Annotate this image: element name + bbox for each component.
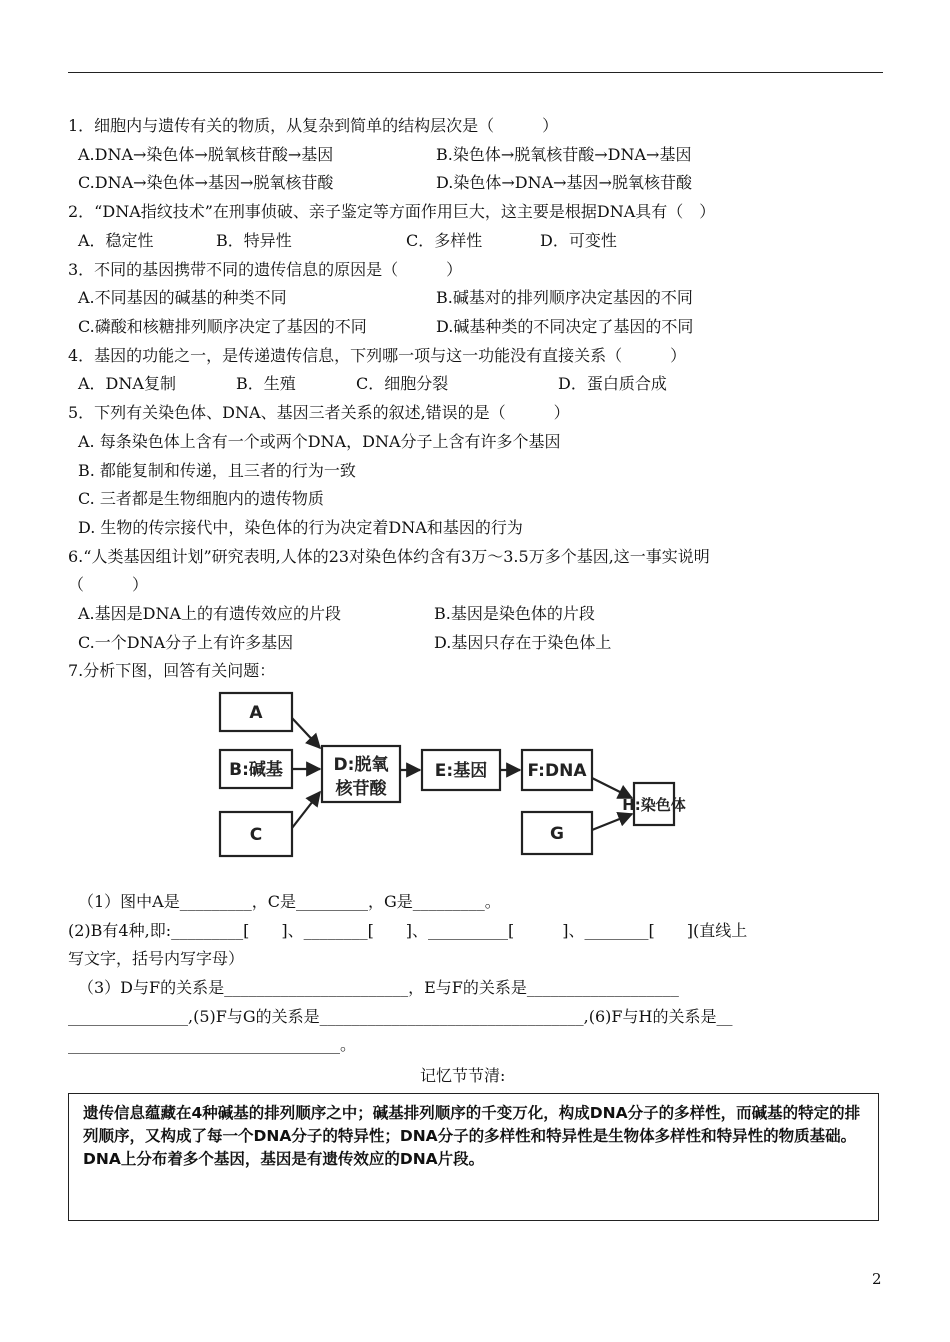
q7-sub3-line3: __________________________________。: [68, 1035, 357, 1054]
q2-option-b: B．特异性: [216, 231, 292, 250]
q2-option-a: A．稳定性: [78, 231, 154, 250]
q5-option-d: D. 生物的传宗接代中，染色体的行为决定着DNA和基因的行为: [78, 518, 523, 537]
q1-option-b: B.染色体→脱氧核苷酸→DNA→基因: [436, 145, 692, 164]
q1-stem: 1．细胞内与遗传有关的物质，从复杂到简单的结构层次是（ ）: [68, 116, 559, 135]
q7-sub3-line2: _______________,(5)F与G的关系是_________________________________,(6)F与H的关系是__: [68, 1007, 733, 1026]
q3-option-b: B.碱基对的排列顺序决定基因的不同: [436, 288, 693, 307]
q2-option-c: C．多样性: [406, 231, 483, 250]
q7-sub2-line1: (2)B有4种,即:_________[ ]、________[ ]、__________[ ]、________[ ](直线上: [68, 921, 748, 940]
header-rule: [68, 72, 883, 73]
q4-stem: 4．基因的功能之一，是传递遗传信息，下列哪一项与这一功能没有直接关系（ ）: [68, 346, 687, 365]
q6-option-b: B.基因是染色体的片段: [434, 604, 595, 623]
q6-option-a: A.基因是DNA上的有遗传效应的片段: [78, 604, 342, 623]
page-number: 2: [872, 1270, 882, 1288]
arrow-c-d: [292, 792, 320, 828]
arrow-g-h: [592, 814, 632, 830]
label-d1: D:脱氧: [333, 755, 389, 775]
q1-option-d: D.染色体→DNA→基因→脱氧核苷酸: [436, 173, 692, 192]
label-c: C: [249, 825, 263, 845]
q6-option-d: D.基因只存在于染色体上: [434, 633, 612, 652]
label-b: B:碱基: [229, 760, 283, 780]
q5-option-a: A. 每条染色体上含有一个或两个DNA，DNA分子上含有许多个基因: [78, 432, 561, 451]
summary-box: [68, 1093, 879, 1221]
q6-option-c: C.一个DNA分子上有许多基因: [78, 633, 294, 652]
label-h: H:染色体: [622, 796, 686, 814]
q5-stem: 5．下列有关染色体、DNA、基因三者关系的叙述,错误的是（ ）: [68, 403, 570, 422]
label-e: E:基因: [434, 761, 488, 781]
q4-option-b: B．生殖: [236, 374, 296, 393]
label-d2: 核苷酸: [335, 779, 387, 799]
q2-stem: 2．“DNA指纹技术”在刑事侦破、亲子鉴定等方面作用巨大，这主要是根据DNA具有（ ）: [68, 202, 716, 221]
q4-option-c: C．细胞分裂: [356, 374, 449, 393]
q7-stem: 7.分析下图，回答有关问题：: [68, 661, 276, 680]
q3-stem: 3．不同的基因携带不同的遗传信息的原因是（ ）: [68, 260, 463, 279]
q3-option-c: C.磷酸和核糖排列顺序决定了基因的不同: [78, 317, 367, 336]
label-g: G: [550, 824, 564, 844]
q3-option-d: D.碱基种类的不同决定了基因的不同: [436, 317, 694, 336]
summary-text: 遗传信息蕴藏在4种碱基的排列顺序之中；碱基排列顺序的千变万化，构成DNA分子的多样性，而碱基的特定的排列顺序，又构成了每一个DNA分子的特异性；DNA分子的多样性和特异性是生物体多样性和特异性的物质基础。DNA上分布着多个基因，基因是有遗传效应的DNA片段。: [83, 1104, 861, 1168]
q1-option-c: C.DNA→染色体→基因→脱氧核苷酸: [78, 173, 334, 192]
q6-stem-cont: （ ）: [68, 575, 149, 594]
q7-sub2-line2: 写文字，括号内写字母）: [68, 949, 245, 968]
q5-option-c: C. 三者都是生物细胞内的遗传物质: [78, 489, 324, 508]
q6-stem: 6.“人类基因组计划”研究表明,人体的23对染色体约含有3万～3.5万多个基因,这一事实说明: [68, 547, 710, 566]
q2-option-d: D．可变性: [540, 231, 617, 250]
label-a: A: [249, 703, 263, 723]
summary-heading: 记忆节节清:: [420, 1066, 506, 1085]
q3-option-a: A.不同基因的碱基的种类不同: [78, 288, 287, 307]
label-f: F:DNA: [527, 761, 587, 781]
q7-sub1: （1）图中A是_________，C是_________，G是_________。: [78, 892, 501, 911]
q1-option-a: A.DNA→染色体→脱氧核苷酸→基因: [78, 145, 334, 164]
arrow-f-h: [592, 778, 632, 798]
q4-option-d: D．蛋白质合成: [558, 374, 667, 393]
q5-option-b: B. 都能复制和传递，且三者的行为一致: [78, 461, 356, 480]
q4-option-a: A．DNA复制: [78, 374, 176, 393]
gene-structure-diagram: [214, 690, 686, 868]
q7-sub3-line1: （3）D与F的关系是_______________________，E与F的关系是___________________: [78, 978, 679, 997]
arrow-a-d: [292, 718, 320, 748]
